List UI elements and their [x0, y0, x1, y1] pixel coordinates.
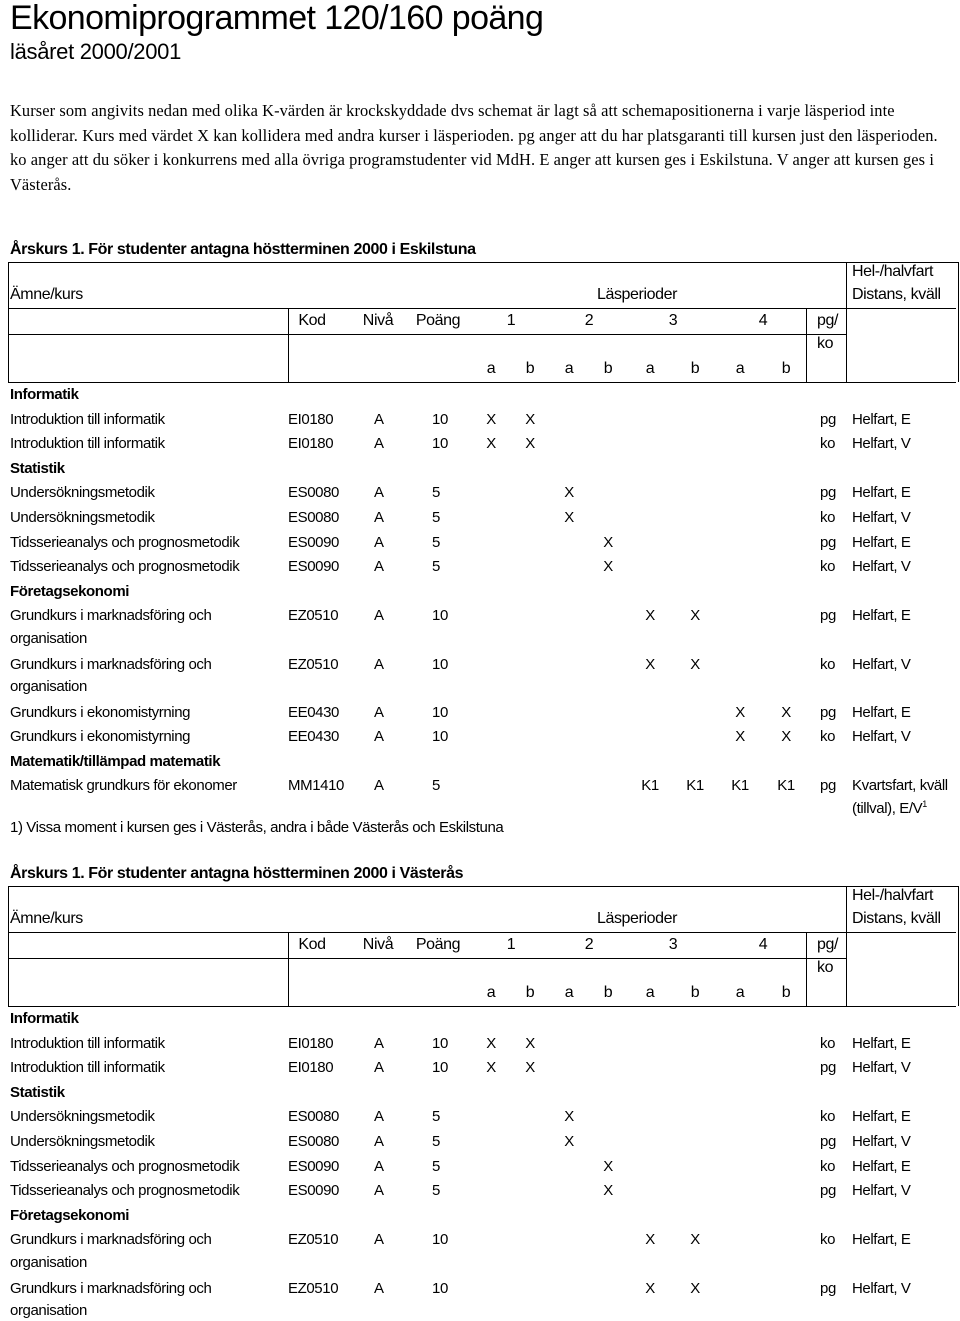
- course-name: Tidsserieanalys och prognosmetodik: [10, 1182, 240, 1200]
- fart-column-border: [846, 886, 847, 1006]
- study-pace: (tillval), $E/V^1$: [852, 798, 927, 817]
- course-points: 5: [432, 533, 440, 551]
- subheader-divider: [8, 958, 846, 959]
- course-code: EI0180: [288, 1059, 334, 1077]
- subject-heading: Informatik: [10, 386, 79, 403]
- course-points: 10: [432, 1231, 448, 1249]
- header-poang: Poäng: [415, 312, 461, 329]
- course-level: A: [374, 1157, 384, 1175]
- study-pace: Helfart, E: [852, 1231, 911, 1249]
- course-name: Introduktion till informatik: [10, 1059, 165, 1077]
- period-mark: X: [645, 607, 655, 625]
- course-points: 10: [432, 435, 448, 453]
- course-points: 10: [432, 703, 448, 721]
- subject-heading: Företagsekonomi: [10, 582, 130, 600]
- course-level: A: [374, 1182, 384, 1200]
- periods-column-border: [806, 308, 807, 382]
- period-mark: X: [735, 728, 745, 746]
- course-name: Undersökningsmetodik: [10, 1133, 155, 1150]
- period-mark: X: [486, 435, 496, 453]
- course-name: Grundkurs i ekonomistyrning: [10, 703, 191, 721]
- period-mark: X: [690, 1231, 700, 1249]
- course-points: 5: [432, 484, 440, 502]
- course-points: 5: [432, 1133, 440, 1150]
- study-pace: Helfart, E: [852, 1157, 911, 1175]
- course-points: 10: [432, 1279, 448, 1297]
- course-level: A: [374, 1231, 384, 1249]
- placement-type: pg: [820, 533, 836, 551]
- course-points: 10: [432, 607, 448, 625]
- study-pace: Helfart, E: [852, 410, 911, 428]
- course-level: A: [374, 1059, 384, 1077]
- header-bottom-border: [8, 1006, 956, 1007]
- course-code: MM1410: [288, 777, 344, 795]
- study-pace: Helfart, V: [852, 558, 911, 576]
- footnote-marker: 1: [922, 798, 927, 809]
- header-divider: [8, 932, 956, 933]
- header-half-a: a: [486, 360, 496, 377]
- course-level: A: [374, 1034, 384, 1052]
- header-half-a: a: [735, 984, 745, 1001]
- period-mark: X: [603, 558, 613, 576]
- course-code: ES0080: [288, 1133, 339, 1150]
- course-level: A: [374, 777, 384, 795]
- study-pace: Helfart, V: [852, 1133, 911, 1150]
- header-period-1: 1: [506, 936, 516, 953]
- course-name: Undersökningsmetodik: [10, 1108, 155, 1126]
- header-ko: ko: [817, 959, 834, 976]
- subject-heading: Företagsekonomi: [10, 1206, 130, 1224]
- subheader-divider: [8, 334, 846, 335]
- course-points: 10: [432, 1034, 448, 1052]
- course-name: Tidsserieanalys och prognosmetodik: [10, 533, 240, 551]
- course-points: 5: [432, 1182, 440, 1200]
- period-mark: X: [525, 410, 535, 428]
- period-mark: X: [690, 607, 700, 625]
- course-name: Undersökningsmetodik: [10, 484, 155, 502]
- header-half-b: b: [781, 984, 791, 1001]
- course-name: organisation: [10, 1302, 87, 1319]
- placement-type: pg: [820, 1279, 836, 1297]
- course-level: A: [374, 484, 384, 502]
- study-pace: Helfart, E: [852, 1108, 911, 1126]
- header-ko: ko: [817, 335, 834, 352]
- period-mark: X: [564, 1133, 574, 1150]
- course-points: 5: [432, 1108, 440, 1126]
- table-left-border: [8, 886, 9, 1006]
- header-amne: Ämne/kurs: [10, 286, 83, 303]
- header-half-b: b: [525, 984, 535, 1001]
- header-half-b: b: [603, 360, 613, 377]
- course-level: A: [374, 435, 384, 453]
- header-distans: Distans, kväll: [852, 286, 941, 303]
- header-helhalv: Hel-/halvfart: [852, 263, 934, 280]
- header-half-a: a: [645, 984, 655, 1001]
- period-mark: X: [525, 1034, 535, 1052]
- course-points: 5: [432, 1157, 440, 1175]
- course-name: Grundkurs i marknadsföring och: [10, 1231, 212, 1249]
- course-code: ES0090: [288, 1182, 339, 1200]
- course-code: ES0080: [288, 509, 339, 526]
- header-kod: Kod: [298, 312, 326, 329]
- period-mark: X: [735, 703, 745, 721]
- study-pace: Helfart, V: [852, 728, 911, 746]
- table-left-border: [8, 262, 9, 382]
- period-mark: X: [645, 1231, 655, 1249]
- period-mark: X: [486, 410, 496, 428]
- placement-type: pg: [820, 1182, 836, 1200]
- course-name: Grundkurs i marknadsföring och: [10, 1279, 212, 1297]
- page-subtitle: läsåret 2000/2001: [10, 39, 182, 64]
- fart-column-border: [846, 262, 847, 382]
- course-name: Grundkurs i marknadsföring och: [10, 607, 212, 625]
- course-level: A: [374, 703, 384, 721]
- placement-type: ko: [820, 558, 836, 576]
- header-half-b: b: [690, 360, 700, 377]
- course-code: ES0090: [288, 1157, 339, 1175]
- placement-type: pg: [820, 607, 836, 625]
- placement-type: pg: [820, 777, 836, 795]
- table-top-border: [8, 886, 958, 887]
- course-name: Matematisk grundkurs för ekonomer: [10, 777, 237, 795]
- header-half-a: a: [735, 360, 745, 377]
- period-mark: X: [603, 533, 613, 551]
- period-mark: X: [603, 1182, 613, 1200]
- placement-type: ko: [820, 1157, 836, 1175]
- period-mark: X: [525, 1059, 535, 1077]
- course-code: EI0180: [288, 410, 334, 428]
- course-code: ES0080: [288, 484, 339, 502]
- course-code: EZ0510: [288, 607, 339, 625]
- period-mark: K1: [731, 777, 749, 795]
- header-helhalv: Hel-/halvfart: [852, 887, 934, 904]
- period-mark: X: [564, 509, 574, 526]
- course-points: 5: [432, 558, 440, 576]
- course-name: Introduktion till informatik: [10, 435, 165, 453]
- header-half-b: b: [525, 360, 535, 377]
- header-half-a: a: [486, 984, 496, 1001]
- header-kod: Kod: [298, 936, 326, 953]
- kod-column-border: [288, 308, 289, 382]
- course-level: A: [374, 410, 384, 428]
- course-level: A: [374, 558, 384, 576]
- intro-paragraph: Kurser som angivits nedan med olika K-värden är krockskyddade dvs schemat är lagt så att schemapositionerna i varje läsperiod inte kolliderar. Kurs med värdet X kan kollidera med andra kurser i läsperioden. pg anger att du har platsgaranti till kursen just den läsperioden. ko anger att du söker i konkurrens med alla övriga programstudenter vid MdH. E anger att kursen ges i Eskilstuna. V anger att kursen ges i Västerås.: [10, 101, 938, 194]
- period-mark: X: [690, 655, 700, 673]
- course-name: organisation: [10, 678, 87, 695]
- placement-type: ko: [820, 1231, 836, 1249]
- course-name: Undersökningsmetodik: [10, 509, 155, 526]
- course-code: ES0090: [288, 558, 339, 576]
- section-heading: Årskurs 1. För studenter antagna höstterminen 2000 i Västerås: [10, 865, 464, 882]
- period-mark: X: [603, 1157, 613, 1175]
- course-name: organisation: [10, 629, 87, 647]
- placement-type: ko: [820, 1108, 836, 1126]
- header-pg: pg/: [817, 312, 839, 329]
- placement-type: pg: [820, 703, 836, 721]
- course-level: A: [374, 1108, 384, 1126]
- period-mark: X: [781, 703, 791, 721]
- placement-type: pg: [820, 1133, 836, 1150]
- period-mark: X: [486, 1034, 496, 1052]
- header-period-2: 2: [584, 312, 594, 329]
- header-half-b: b: [690, 984, 700, 1001]
- header-half-b: b: [603, 984, 613, 1001]
- placement-type: ko: [820, 509, 836, 526]
- header-half-a: a: [645, 360, 655, 377]
- period-mark: X: [486, 1059, 496, 1077]
- period-mark: X: [564, 1108, 574, 1126]
- header-period-4: 4: [758, 936, 768, 953]
- header-half-a: a: [564, 360, 574, 377]
- footnote: 1) Vissa moment i kursen ges i Västerås, andra i både Västerås och Eskilstuna: [10, 819, 504, 836]
- study-pace: Helfart, V: [852, 435, 911, 453]
- course-code: EE0430: [288, 703, 339, 721]
- placement-type: ko: [820, 728, 836, 746]
- study-pace: Helfart, E: [852, 484, 911, 502]
- header-amne: Ämne/kurs: [10, 910, 83, 927]
- course-points: 10: [432, 1059, 448, 1077]
- study-pace: Helfart, V: [852, 655, 911, 673]
- header-lasperioder: Läsperioder: [596, 286, 678, 303]
- subject-heading: Statistik: [10, 459, 65, 477]
- course-code: EZ0510: [288, 1231, 339, 1249]
- course-level: A: [374, 1279, 384, 1297]
- placement-type: pg: [820, 410, 836, 428]
- header-niva: Nivå: [362, 936, 394, 953]
- period-mark: X: [690, 1279, 700, 1297]
- header-period-3: 3: [668, 312, 678, 329]
- subject-heading: Statistik: [10, 1083, 65, 1101]
- header-distans: Distans, kväll: [852, 910, 941, 927]
- course-points: 10: [432, 410, 448, 428]
- periods-column-border: [806, 932, 807, 1006]
- course-code: EE0430: [288, 728, 339, 746]
- course-level: A: [374, 607, 384, 625]
- course-name: Tidsserieanalys och prognosmetodik: [10, 1157, 240, 1175]
- course-points: 5: [432, 509, 440, 526]
- course-points: 10: [432, 655, 448, 673]
- section-heading: Årskurs 1. För studenter antagna höstterminen 2000 i Eskilstuna: [10, 241, 476, 258]
- period-mark: X: [781, 728, 791, 746]
- course-name: Grundkurs i ekonomistyrning: [10, 728, 191, 746]
- course-name: Introduktion till informatik: [10, 1034, 165, 1052]
- page-title: Ekonomiprogrammet 120/160 poäng: [10, 0, 544, 37]
- table-right-border: [958, 262, 959, 382]
- header-period-1: 1: [506, 312, 516, 329]
- course-level: A: [374, 1133, 384, 1150]
- header-pg: pg/: [817, 936, 839, 953]
- course-level: A: [374, 533, 384, 551]
- study-pace: Helfart, V: [852, 1279, 911, 1297]
- study-pace: Helfart, E: [852, 607, 911, 625]
- period-mark: K1: [686, 777, 704, 795]
- table-right-border: [958, 886, 959, 1006]
- study-pace: Helfart, V: [852, 1182, 911, 1200]
- study-pace: Helfart, E: [852, 703, 911, 721]
- course-name: Introduktion till informatik: [10, 410, 165, 428]
- header-period-3: 3: [668, 936, 678, 953]
- kod-column-border: [288, 932, 289, 1006]
- course-level: A: [374, 509, 384, 526]
- course-code: EI0180: [288, 435, 334, 453]
- subject-heading: Informatik: [10, 1010, 79, 1027]
- course-code: EZ0510: [288, 1279, 339, 1297]
- course-level: A: [374, 655, 384, 673]
- period-mark: X: [525, 435, 535, 453]
- subject-heading: Matematik/tillämpad matematik: [10, 752, 221, 770]
- course-name: organisation: [10, 1253, 87, 1271]
- placement-type: pg: [820, 484, 836, 502]
- course-points: 10: [432, 728, 448, 746]
- study-pace: Helfart, E: [852, 533, 911, 551]
- header-bottom-border: [8, 382, 956, 383]
- study-pace: Helfart, E: [852, 1034, 911, 1052]
- header-niva: Nivå: [362, 312, 394, 329]
- placement-type: ko: [820, 1034, 836, 1052]
- course-code: EZ0510: [288, 655, 339, 673]
- course-code: ES0080: [288, 1108, 339, 1126]
- placement-type: ko: [820, 655, 836, 673]
- header-lasperioder: Läsperioder: [596, 910, 678, 927]
- header-period-4: 4: [758, 312, 768, 329]
- study-pace: Helfart, V: [852, 1059, 911, 1077]
- study-pace: Helfart, V: [852, 509, 911, 526]
- header-divider: [8, 308, 956, 309]
- course-level: A: [374, 728, 384, 746]
- period-mark: K1: [641, 777, 659, 795]
- table-top-border: [8, 262, 958, 263]
- period-mark: K1: [777, 777, 795, 795]
- course-code: EI0180: [288, 1034, 334, 1052]
- period-mark: X: [645, 655, 655, 673]
- course-code: ES0090: [288, 533, 339, 551]
- header-period-2: 2: [584, 936, 594, 953]
- header-half-b: b: [781, 360, 791, 377]
- placement-type: ko: [820, 435, 836, 453]
- header-half-a: a: [564, 984, 574, 1001]
- period-mark: X: [645, 1279, 655, 1297]
- course-name: Grundkurs i marknadsföring och: [10, 655, 212, 673]
- course-name: Tidsserieanalys och prognosmetodik: [10, 558, 240, 576]
- placement-type: pg: [820, 1059, 836, 1077]
- course-points: 5: [432, 777, 440, 795]
- header-poang: Poäng: [415, 936, 461, 953]
- study-pace: Kvartsfart, kväll: [852, 777, 948, 795]
- period-mark: X: [564, 484, 574, 502]
